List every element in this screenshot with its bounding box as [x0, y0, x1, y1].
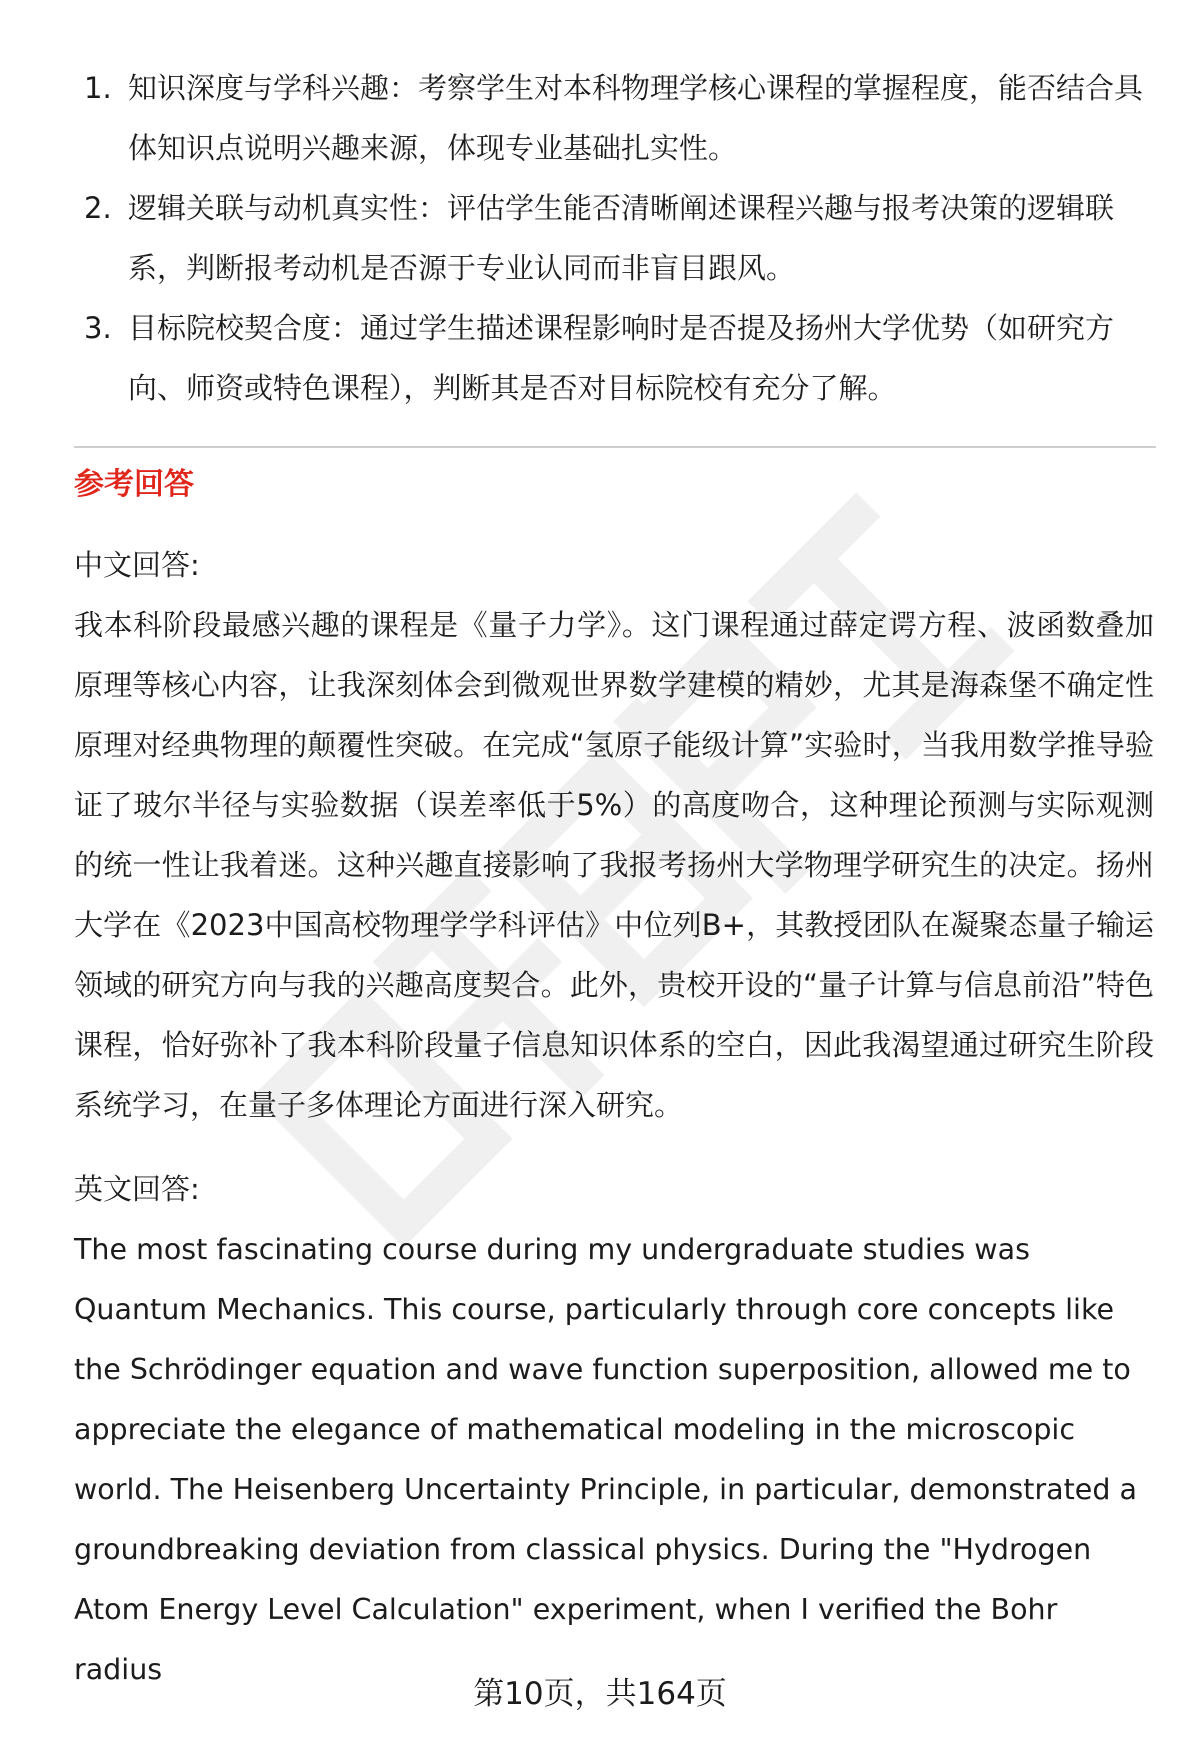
- chinese-answer-text: 我本科阶段最感兴趣的课程是《量子力学》。这门课程通过薛定谔方程、波函数叠加原理等核心内容，让我深刻体会到微观世界数学建模的精妙，尤其是海森堡不确定性原理对经典物理的颠覆性突破。在完成“氢原子能级计算”实验时，当我用数学推导验证了玻尔半径与实验数据（误差率低于5%）的高度吻合，这种理论预测与实际观测的统一性让我着迷。这种兴趣直接影响了我报考扬州大学物理学研究生的决定。扬州大学在《2023中国高校物理学学科评估》中位列B+，其教授团队在凝聚态量子输运领域的研究方向与我的兴趣高度契合。此外，贵校开设的“量子计算与信息前沿”特色课程，恰好弥补了我本科阶段量子信息知识体系的空白，因此我渴望通过研究生阶段系统学习，在量子多体理论方面进行深入研究。: [74, 608, 1154, 1122]
- criteria-number: 3.: [84, 311, 112, 345]
- section-divider: [74, 446, 1156, 448]
- english-answer-text: The most fascinating course during my undergraduate studies was Quantum Mechanics. This course, particularly through core concepts like the Schrödinger equation and wave function superposition, allowed me to appreciate the elegance of mathematical modeling in the microscopic world. The Heisenberg Uncertainty Principle, in particular, demonstrated a groundbreaking deviation from classical physics. During the "Hydrogen Atom Energy Level Calculation" experiment, when I verified the Bohr radius: [74, 1233, 1137, 1686]
- english-answer-label: 英文回答:: [74, 1172, 200, 1206]
- criteria-text: 逻辑关联与动机真实性：评估学生能否清晰阐述课程兴趣与报考决策的逻辑联系，判断报考动机是否源于专业认同而非盲目跟风。: [128, 191, 1115, 285]
- criteria-item: [84, 58, 1144, 178]
- criteria-number: 1.: [84, 71, 112, 105]
- chinese-answer-label: 中文回答:: [74, 548, 200, 582]
- criteria-item: [84, 298, 1144, 418]
- reference-answer-heading: 参考回答: [74, 467, 194, 502]
- page-number: 第10页，共164页: [473, 1676, 727, 1712]
- evaluation-criteria-list: [84, 58, 1144, 418]
- criteria-number: 2.: [84, 191, 112, 225]
- criteria-item: [84, 178, 1144, 298]
- criteria-text: 目标院校契合度：通过学生描述课程影响时是否提及扬州大学优势（如研究方向、师资或特色课程），判断其是否对目标院校有充分了解。: [128, 311, 1115, 405]
- criteria-text: 知识深度与学科兴趣：考察学生对本科物理学核心课程的掌握程度，能否结合具体知识点说明兴趣来源，体现专业基础扎实性。: [128, 71, 1144, 165]
